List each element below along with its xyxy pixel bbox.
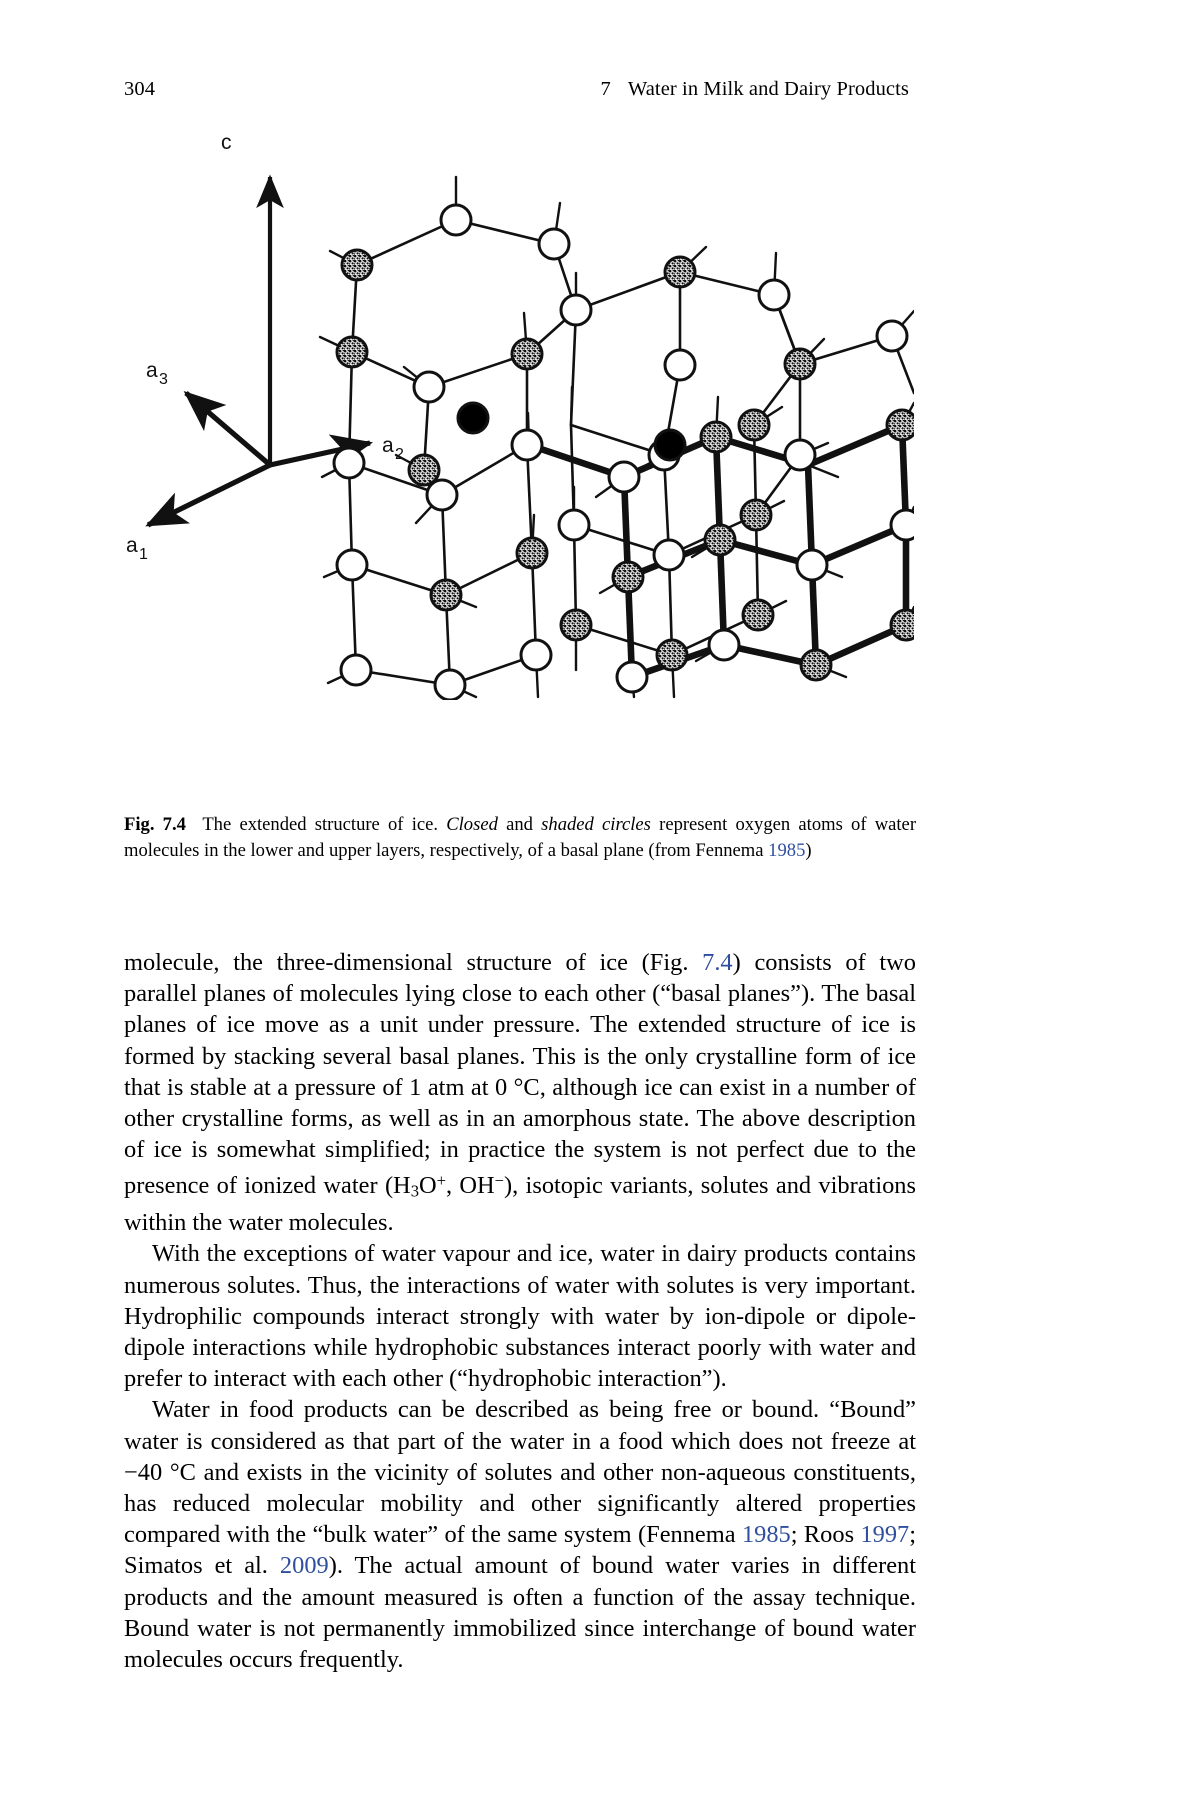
- chapter-number: 7: [600, 78, 611, 100]
- ice-lattice-svg: [124, 125, 914, 700]
- para3-citation-simatos[interactable]: 2009: [279, 1552, 329, 1580]
- para1-figure-ref[interactable]: 7.4: [702, 949, 733, 976]
- para3-citation-roos[interactable]: 1997: [860, 1521, 910, 1549]
- lattice-group: [320, 177, 914, 697]
- running-head: [124, 78, 909, 101]
- svg-text:a: a: [126, 534, 138, 557]
- caption-label: Fig. 7.4: [124, 814, 186, 835]
- paragraph-3: [124, 1394, 916, 1675]
- para1-part-c: O: [418, 1172, 437, 1200]
- para1-part-a: molecule, the three-dimensional structure of ice (Fig.: [124, 949, 703, 976]
- axis-label-a1: [126, 534, 148, 563]
- axis-label-c: c: [221, 131, 232, 154]
- paragraph-2: With the exceptions of water vapour and ice, water in dairy products contains numerous solutes. Thus, the interactions of water with solutes is very important. Hydrophilic compounds interact strongly with water by ion-dipole or dipole-dipole interactions while hydrophobic substances interact poorly with water and prefer to interact with each other (“hydrophobic interaction”).: [124, 1240, 916, 1393]
- lattice-bond-stubs: [320, 177, 914, 697]
- para3-part-a: Water in food products can be described as being free or bound. “Bound” water is considered as that part of the water in a food which does not freeze at −40 °C and exists in the vicinity of solutes and other non-aqueous constituents, has reduced molecular mobility and other significantly altered properties compared with the “bulk water” of the same system (Fennema: [124, 1396, 916, 1549]
- caption-text-2: and: [497, 814, 542, 835]
- svg-text:1: 1: [139, 546, 148, 563]
- caption-text-1: The extended structure of ice.: [202, 814, 447, 835]
- para3-citation-fennema[interactable]: 1985: [741, 1521, 791, 1549]
- caption-text-4: ): [805, 839, 812, 861]
- chapter-title: Water in Milk and Dairy Products: [627, 78, 909, 100]
- para1-sup-minus: −: [494, 1171, 504, 1191]
- figure-ice-structure: [124, 125, 914, 700]
- caption-italic-2: shaded circles: [541, 814, 651, 835]
- para3-part-b: ; Roos: [790, 1521, 861, 1549]
- caption-italic-1: Closed: [446, 814, 498, 835]
- axis-a1-line: [148, 465, 270, 525]
- axis-label-a3: [146, 359, 168, 388]
- caption-text-3: represent oxygen atoms of water molecules in the lower and upper layers, respectively, of a basal plane (from Fennema: [124, 814, 917, 861]
- svg-text:2: 2: [395, 446, 404, 463]
- paragraph-1: [124, 947, 916, 1238]
- running-head-right: [601, 78, 909, 101]
- lattice-atoms: [334, 205, 914, 700]
- para1-sup-plus: +: [436, 1171, 446, 1191]
- para3-part-d: ). The actual amount of bound water varies in different products and the amount measured is often a function of the assay technique. Bound water is not permanently immobilized since interchange of bound water molecules occurs frequently.: [124, 1552, 916, 1674]
- svg-text:a: a: [146, 359, 158, 382]
- para3-part-c: ; Simatos et al.: [124, 1521, 917, 1580]
- para1-part-d: , OH: [445, 1172, 495, 1200]
- svg-text:3: 3: [159, 371, 168, 388]
- axis-a3-line: [186, 393, 270, 465]
- open-circle-atoms: [334, 205, 914, 700]
- body-text: [124, 947, 916, 1675]
- para1-part-e: ), isotopic variants, solutes and vibrations within the water molecules.: [124, 1172, 916, 1237]
- figure-caption: [124, 812, 916, 863]
- page-number: 304: [124, 78, 156, 100]
- para1-part-b: ) consists of two parallel planes of molecules lying close to each other (“basal planes”). The basal planes of ice move as a unit under pressure. The extended structure of ice is formed by stacking several basal planes. This is the only crystalline form of ice that is stable at a pressure of 1 atm at 0 °C, although ice can exist in a number of other crystalline forms, as well as in an amorphous state. The above description of ice is somewhat simplified; in practice the system is not perfect due to the presence of ionized water (H: [124, 949, 916, 1200]
- caption-citation-year[interactable]: 1985: [768, 839, 806, 861]
- para1-sub-3: 3: [410, 1182, 419, 1202]
- svg-text:a: a: [382, 434, 394, 457]
